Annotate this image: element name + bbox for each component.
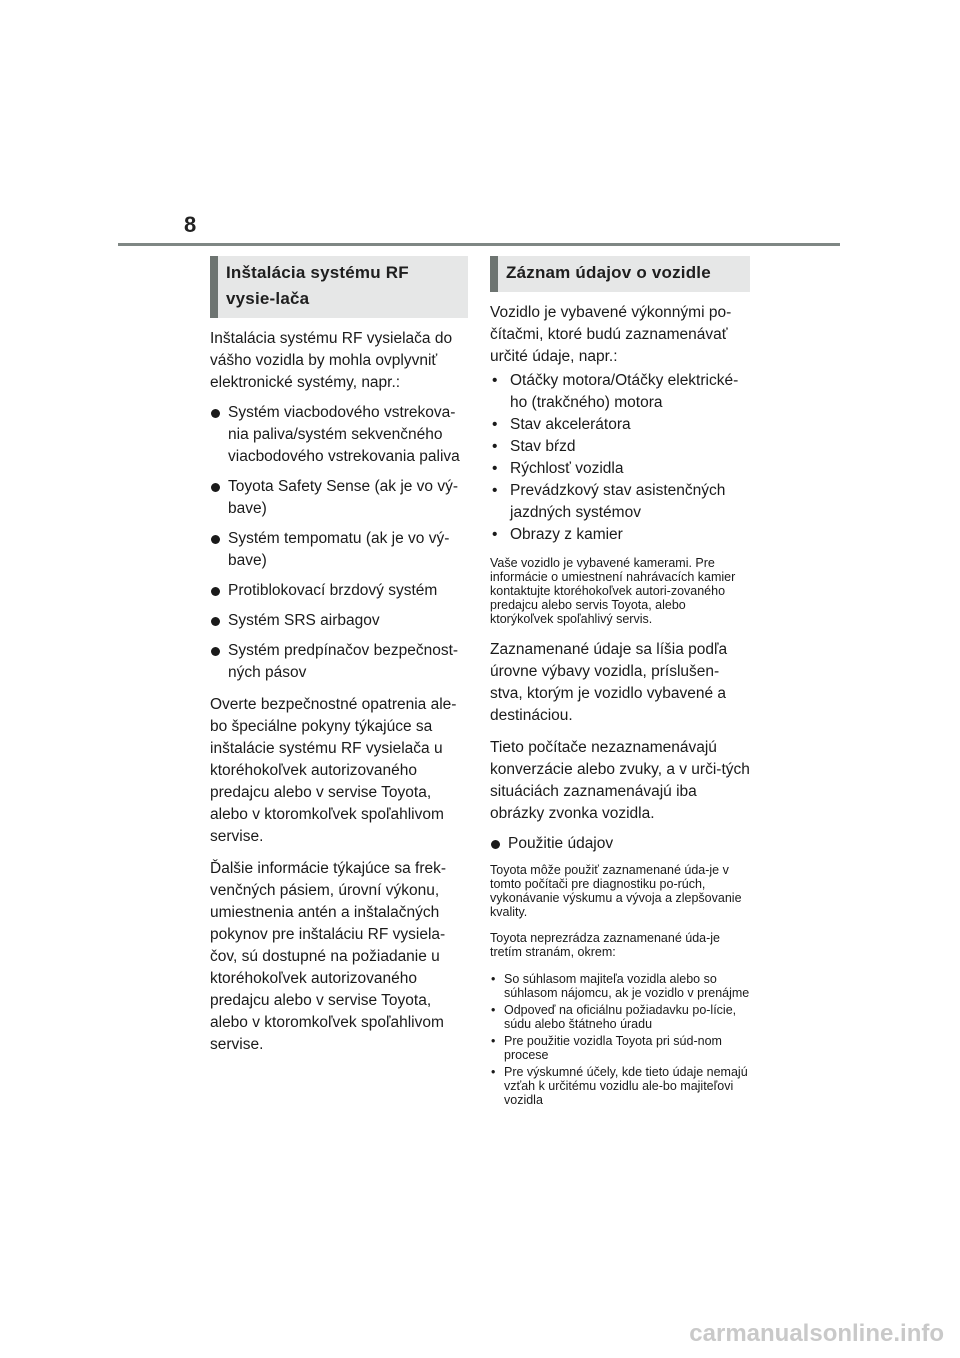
bullet-icon <box>211 483 220 492</box>
left-column <box>210 256 468 1056</box>
bullet-icon: • <box>492 372 498 389</box>
right-column <box>490 256 750 1107</box>
usage-heading: Použitie údajov <box>490 833 750 855</box>
list-item: • Odpoveď na oficiálnu požiadavku po-lície, súdu alebo štátneho úradu <box>491 1002 737 1031</box>
list-item: • Pre použitie vozidla Toyota pri súd-nom procese <box>491 1033 722 1062</box>
usage-exceptions-list <box>490 972 750 1107</box>
bullet-icon: • <box>491 1064 496 1079</box>
watermark: carmanualsonline.info <box>689 1320 944 1347</box>
bullet-icon <box>211 647 220 656</box>
usage-text-2: Toyota neprezrádza zaznamenané úda-je tretím stranám, okrem: <box>490 931 721 959</box>
usage-text-1: Toyota môže použiť zaznamenané úda-je v tomto počítači pre diagnostiku po-rúch, vykonávanie výskumu a vývoja a zlepšovanie kvality. <box>490 862 742 919</box>
list-item: • Obrazy z kamier <box>490 524 750 546</box>
list-item: Toyota Safety Sense (ak je vo vý-bave) <box>210 476 468 520</box>
camera-note: Vaše vozidlo je vybavené kamerami. Pre informácie o umiestnení nahrávacích kamier kontaktujte ktoréhokoľvek autori-zovaného predajcu alebo servis Toyota, alebo ktorýkoľvek spoľahlivý servis. <box>490 556 736 626</box>
rf-intro: Inštalácia systému RF vysielača do vášho vozidla by mohla ovplyvniť elektronické systémy, napr.: <box>210 330 453 391</box>
list-item: Systém viacbodového vstrekova-nia paliva/systém sekvenčného viacbodového vstrekovania paliva <box>210 402 468 468</box>
bullet-icon <box>211 617 220 626</box>
list-item: Systém predpínačov bezpečnost-ných pásov <box>210 640 468 684</box>
list-item: Systém tempomatu (ak je vo vý-bave) <box>210 528 468 572</box>
data-intro: Vozidlo je vybavené výkonnými po-čítačmi, ktoré budú zaznamenávať určité údaje, napr.: <box>490 304 732 365</box>
list-item: • Rýchlosť vozidla <box>490 458 750 480</box>
bullet-icon <box>211 587 220 596</box>
list-item: • Stav bŕzd <box>490 436 750 458</box>
data-varies-paragraph: Zaznamenané údaje sa líšia podľa úrovne výbavy vozidla, príslušen-stva, ktorým je vozidlo vybavené a destináciou. <box>490 640 728 724</box>
header-rule <box>118 243 840 246</box>
page-number: 8 <box>184 212 197 237</box>
no-conversation-paragraph: Tieto počítače nezaznamenávajú konverzácie alebo zvuky, a v urči-tých situáciách zaznamenávajú iba obrázky zvonka vozidla. <box>490 738 750 822</box>
section-heading-rf: Inštalácia systému RF vysie-lača <box>210 256 468 318</box>
list-item: Systém SRS airbagov <box>210 610 468 632</box>
bullet-icon <box>491 840 500 849</box>
list-item: • Otáčky motora/Otáčky elektrické-ho (trakčného) motora <box>492 372 739 411</box>
usage-heading-list <box>490 833 750 855</box>
section-heading-data-recording: Záznam údajov o vozidle <box>490 256 750 292</box>
recorded-data-list <box>490 370 750 546</box>
list-item: • Prevádzkový stav asistenčných jazdných systémov <box>492 482 726 521</box>
list-item: • So súhlasom majiteľa vozidla alebo so súhlasom nájomcu, ak je vozidlo v prenájme <box>491 971 750 1000</box>
bullet-icon: • <box>492 460 498 477</box>
rf-system-list <box>210 402 468 684</box>
bullet-icon: • <box>491 1033 496 1048</box>
bullet-icon <box>211 409 220 418</box>
bullet-icon: • <box>492 482 498 499</box>
bullet-icon: • <box>491 971 496 986</box>
bullet-icon: • <box>492 526 498 543</box>
bullet-icon: • <box>492 416 498 433</box>
bullet-icon: • <box>492 438 498 455</box>
bullet-icon <box>211 535 220 544</box>
rf-info-paragraph: Ďalšie informácie týkajúce sa frek-venčných pásiem, úrovní výkonu, umiestnenia antén a inštalačných pokynov pre inštaláciu RF vysiela-čov, sú dostupné na požiadanie u ktoréhokoľvek autorizovaného predajcu alebo v servise Toyota, alebo v ktoromkoľvek spoľahlivom servise. <box>210 860 447 1053</box>
list-item: • Stav akcelerátora <box>490 414 750 436</box>
list-item: • Pre výskumné účely, kde tieto údaje nemajú vzťah k určitému vozidlu ale-bo majiteľovi vozidla <box>491 1064 748 1107</box>
list-item: Protiblokovací brzdový systém <box>210 580 468 602</box>
bullet-icon: • <box>491 1002 496 1017</box>
rf-safety-paragraph: Overte bezpečnostné opatrenia ale-bo špeciálne pokyny týkajúce sa inštalácie systému RF vysielača u ktoréhokoľvek autorizovaného predajcu alebo v servise Toyota, alebo v ktoromkoľvek spoľahlivom servise. <box>210 696 457 845</box>
